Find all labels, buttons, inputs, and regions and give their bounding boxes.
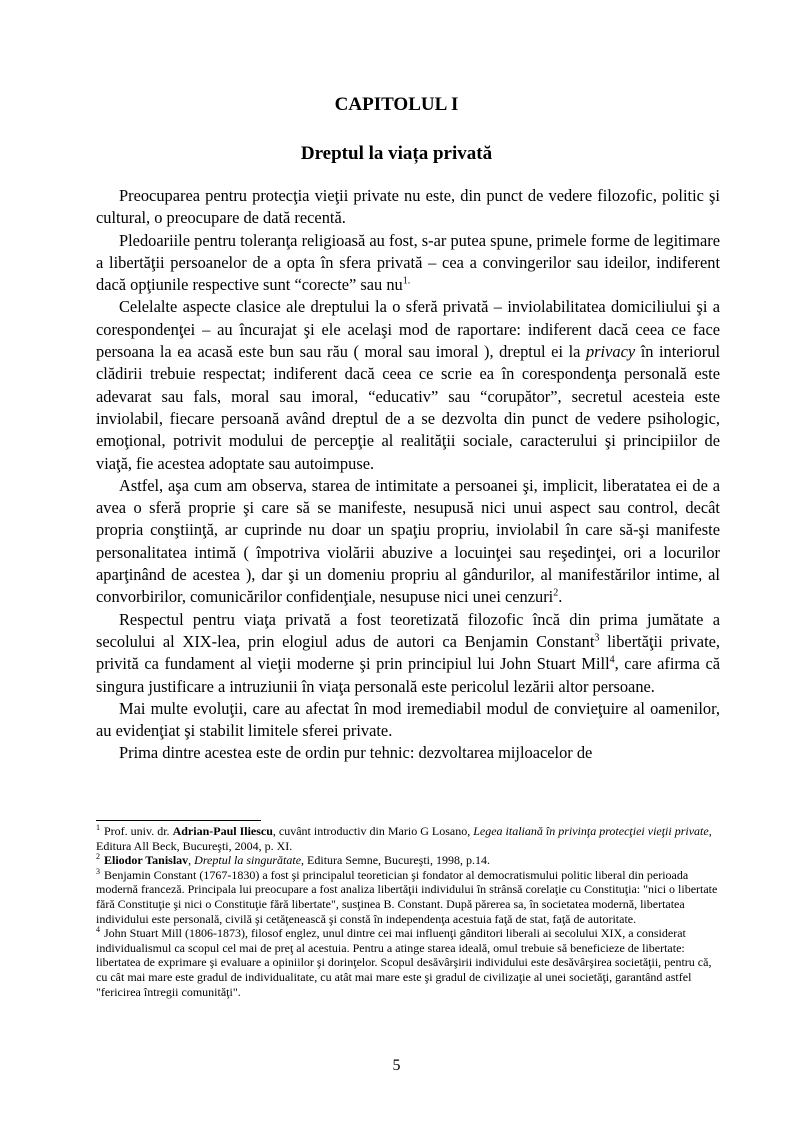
footnote-mark-4: 4 xyxy=(96,925,100,935)
footnote-ref-2[interactable]: 2 xyxy=(553,587,559,599)
footnote-ref-1[interactable]: 1. xyxy=(402,275,411,287)
footnote-mark-2: 2 xyxy=(96,852,100,862)
paragraph-3: Celelalte aspecte clasice ale dreptului la o sferă privată – inviolabilitatea domiciliului şi a corespondenţei – au încurajat şi ele acelaşi mod de raportare: indiferent dacă ceea ce face persoana la ea acasă este bun sau rău ( moral sau imoral ), dreptul ei la privacy în interiorul clădirii trebuie respectat; indiferent dacă ceea ce scrie ea în corespondenţa personală este adevarat sau fals, moral sau imoral, “educativ” sau “corupător”, secretul acesteia este inviolabil, fiecare persoană având dreptul de a se dezvolta din punct de vedere psihologic, emoţional, potrivit modului de percepţie al realităţii sociale, caracterului şi principiilor de viaţă, fie acestea adoptate sau autoimpuse. xyxy=(96,297,720,473)
paragraph-7: Prima dintre acestea este de ordin pur tehnic: dezvoltarea mijloacelor de xyxy=(119,743,593,763)
paragraph-6: Mai multe evoluţii, care au afectat în mod iremediabil modul de convieţuire al oamenilor, au evidenţiat şi stabilit limitele sferei private. xyxy=(96,698,720,741)
paragraph-4: Astfel, aşa cum am observa, starea de intimitate a persoanei şi, implicit, liberatatea ei de a avea o sferă proprie şi care să se manifeste, nesupusă nici unui aspect sau control, decât propria conştiinţă, ar cuprinde nu doar un spaţiu propriu, inviolabil în care să-şi manifeste personalitatea intimă ( împotriva violării abuzive a locuinţei sau reşedinţei, ori a locurilor aparţinând de acestea ), dar şi un domeniu propriu al gândurilor, al manifestărilor intime, al convorbirilor, comunicărilor confidenţiale, nesupuse nici unei cenzuri$^2$. xyxy=(96,475,720,607)
body-text xyxy=(96,185,720,765)
footnote-1: $^1$ Prof. univ. dr. Adrian-Paul Iliescu, cuvânt introductiv din Mario G Losano, Legea italiană în privinţa protecţiei vieţii private, Editura All Beck, Bucureşti, 2004, p. XI. xyxy=(96,823,712,853)
footnote-4: $^4$ John Stuart Mill (1806-1873), filosof englez, unul dintre cei mai influenţi gânditori liberali ai secolului XIX, a considerat individualismul ca scopul cel mai de preţ al acestuia. Pentru a atinge starea ideală, omul trebuie să beneficieze de libertate: libertatea de exprimare şi evaluare a opiniilor şi dorinţelor. Scopul desăvârşirii individului este desăvârşirea societăţii, pentru că, cu cât mai mare este gradul de individualitate, cu atât mai mare este şi gradul de civilizaţie al unei societăţi, garantând astfel "fericirea întregii comunităţi". xyxy=(96,925,712,999)
emphasis-privacy: privacy xyxy=(585,342,636,362)
footnote-2: $^2$ Eliodor Tanislav, Dreptul la singurătate, Editura Semne, Bucureşti, 1998, p.14. xyxy=(96,852,491,868)
chapter-heading: CAPITOLUL I xyxy=(334,94,459,115)
footnote-mark-1: 1 xyxy=(96,823,100,832)
chapter-title: Dreptul la viața privată xyxy=(300,143,493,164)
footnote-1-book: Legea italiană în privinţa protecţiei vieţii private xyxy=(473,824,709,838)
footnote-mark-3: 3 xyxy=(96,866,100,876)
paragraph-2: Pledoariile pentru toleranţa religioasă au fost, s-ar putea spune, primele forme de legitimare a libertăţii persoanelor de a opta în sfera privată – cea a convingerilor sau ideilor, indiferent dacă opţiunile respective sunt “corecte” sau $nu^{1.}$ xyxy=(96,230,720,295)
footnote-3: $^3$ Benjamin Constant (1767-1830) a fost şi principalul teoretician şi fondator al democratismului politic liberal din perioada modernă franceză. Principala lui preocupare a fost analiza libertăţii individului în strânsă corelaţie cu Constituţia: "nici o libertate fără Constituţie şi nici o Constituţie fără libertate", susţinea B. Constant. După părerea sa, în societatea modernă, libertatea individului este personală, civilă şi cetăţenească şi constă în independenţa acestuia faţă de stat, faţă de autoritate. xyxy=(96,866,718,926)
footnote-ref-3[interactable]: 3 xyxy=(594,632,600,644)
footnote-ref-4[interactable]: 4 xyxy=(609,654,615,666)
page-number: 5 xyxy=(392,1057,401,1074)
footnote-1-author: Adrian-Paul Iliescu xyxy=(172,824,273,838)
footnotes xyxy=(96,824,724,999)
paragraph-5: Respectul pentru viaţa privată a fost teoretizată filozofic încă din prima jumătate a secolului al XIX-lea, prin elogiul adus de autori ca Benjamin Constant$^3$ libertăţii private, privită ca fundament al vieţii moderne şi prin principiul lui John Stuart Mill$^4$, care afirma că singura justificare a intruziunii în viaţa personală este pericolul lezării altor persoane. xyxy=(96,609,720,696)
footnote-separator xyxy=(96,820,261,821)
footnote-2-book: Dreptul la singurătate xyxy=(194,853,302,868)
footnote-2-author: Eliodor Tanislav xyxy=(104,853,189,868)
paragraph-1: Preocuparea pentru protecţia vieţii private nu este, din punct de vedere filozofic, politic şi cultural, o preocupare de dată recentă. xyxy=(96,186,720,228)
